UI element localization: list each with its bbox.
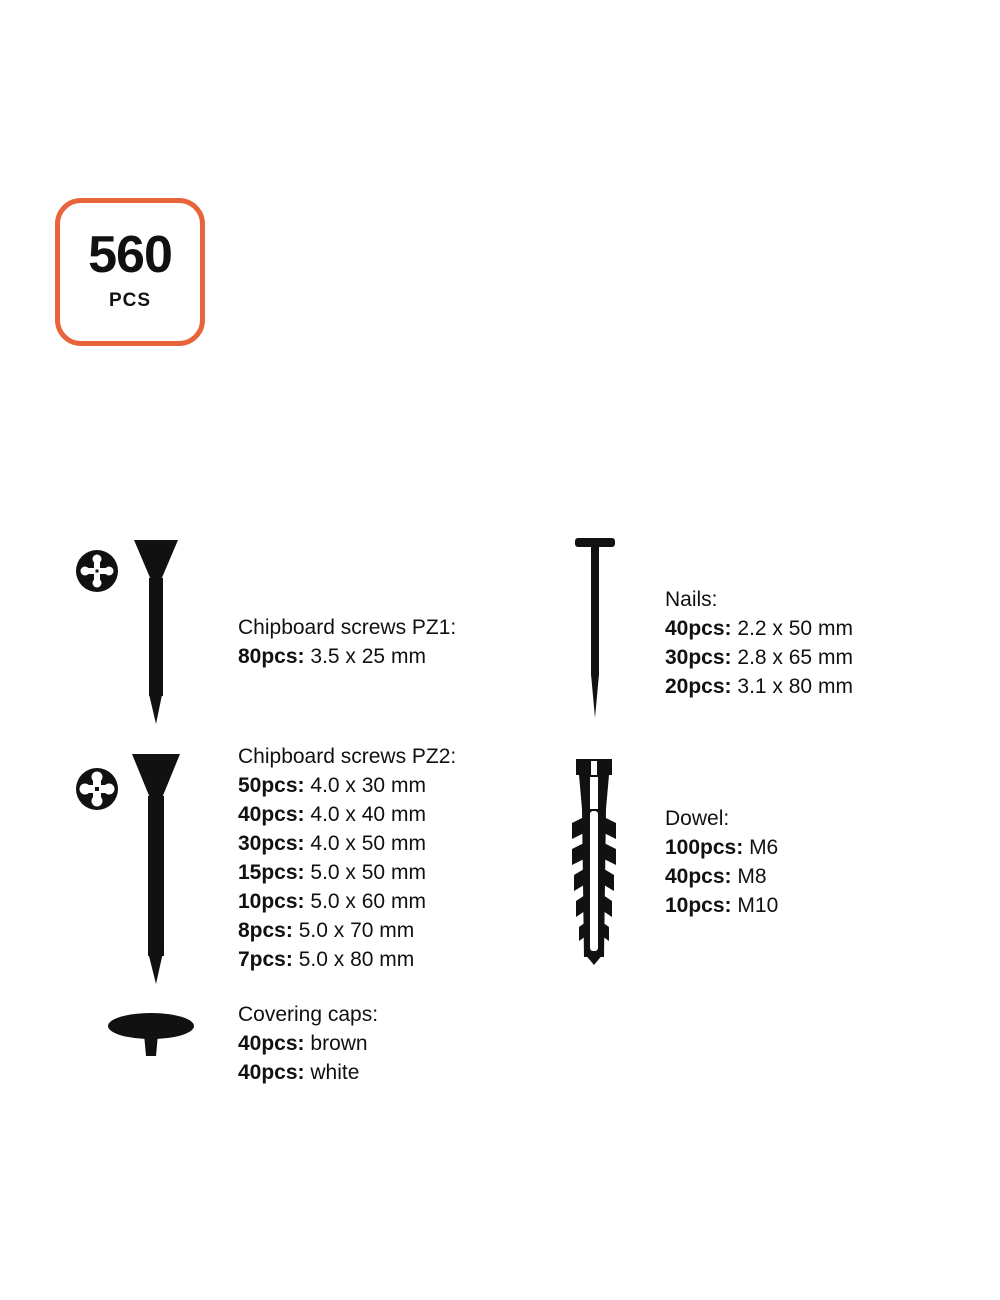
list-item xyxy=(238,1058,378,1087)
item-quantity: 40pcs: xyxy=(238,1032,305,1055)
item-spec: 3.1 x 80 mm xyxy=(737,675,853,698)
item-spec: 2.2 x 50 mm xyxy=(737,617,853,640)
badge-unit: PCS xyxy=(108,290,152,311)
item-quantity: 40pcs: xyxy=(238,1061,305,1084)
pieces-count-badge xyxy=(55,198,205,346)
group-heading: Nails: xyxy=(665,588,718,611)
list-item xyxy=(238,916,456,945)
item-quantity: 100pcs: xyxy=(665,836,744,859)
screw-icon xyxy=(128,538,184,728)
group-heading: Chipboard screws PZ2: xyxy=(238,745,457,768)
item-spec: 4.0 x 50 mm xyxy=(310,832,426,855)
item-quantity: 20pcs: xyxy=(665,675,732,698)
list-item xyxy=(665,643,853,672)
list-item xyxy=(238,1029,378,1058)
list-item xyxy=(238,800,456,829)
list-item xyxy=(238,945,456,974)
dowel-block xyxy=(665,804,778,920)
list-item xyxy=(665,672,853,701)
badge-count: 560 xyxy=(88,226,172,284)
item-spec: brown xyxy=(310,1032,368,1055)
item-quantity: 7pcs: xyxy=(238,948,293,971)
item-quantity: 8pcs: xyxy=(238,919,293,942)
list-item xyxy=(665,614,853,643)
pozidriv-pz1-head-icon xyxy=(75,549,119,593)
covering-caps-block xyxy=(238,1000,378,1087)
item-spec: M10 xyxy=(737,894,779,917)
item-spec: M6 xyxy=(749,836,779,859)
item-spec: 4.0 x 40 mm xyxy=(310,803,426,826)
list-item xyxy=(238,829,456,858)
item-quantity: 15pcs: xyxy=(238,861,305,884)
chipboard-screws-pz2-block xyxy=(238,742,456,974)
item-quantity: 50pcs: xyxy=(238,774,305,797)
list-item xyxy=(665,862,778,891)
item-quantity: 10pcs: xyxy=(238,890,305,913)
item-spec: 5.0 x 60 mm xyxy=(310,890,426,913)
item-spec: M8 xyxy=(737,865,767,888)
item-quantity: 40pcs: xyxy=(665,865,732,888)
item-spec: 3.5 x 25 mm xyxy=(310,645,426,668)
nail-icon xyxy=(573,538,617,720)
group-heading: Chipboard screws PZ1: xyxy=(238,616,457,639)
group-heading: Covering caps: xyxy=(238,1003,379,1026)
item-quantity: 80pcs: xyxy=(238,645,305,668)
item-spec: 5.0 x 70 mm xyxy=(298,919,415,942)
list-item xyxy=(665,891,778,920)
item-spec: 5.0 x 50 mm xyxy=(310,861,426,884)
pozidriv-pz2-head-icon xyxy=(75,767,119,811)
covering-cap-icon xyxy=(108,1012,194,1058)
item-quantity: 30pcs: xyxy=(238,832,305,855)
item-spec: 2.8 x 65 mm xyxy=(737,646,853,669)
nails-block xyxy=(665,585,853,701)
item-spec: 4.0 x 30 mm xyxy=(310,774,426,797)
item-quantity: 30pcs: xyxy=(665,646,732,669)
list-item xyxy=(665,833,778,862)
item-quantity: 10pcs: xyxy=(665,894,732,917)
item-quantity: 40pcs: xyxy=(665,617,732,640)
item-quantity: 40pcs: xyxy=(238,803,305,826)
item-spec: 5.0 x 80 mm xyxy=(298,948,415,971)
item-spec: white xyxy=(310,1061,360,1084)
group-heading: Dowel: xyxy=(665,807,730,830)
list-item xyxy=(238,887,456,916)
screw-icon xyxy=(128,752,184,988)
list-item xyxy=(238,771,456,800)
list-item xyxy=(238,858,456,887)
list-item xyxy=(238,642,456,671)
chipboard-screws-pz1-block xyxy=(238,613,456,671)
wall-plug-icon xyxy=(570,757,618,967)
